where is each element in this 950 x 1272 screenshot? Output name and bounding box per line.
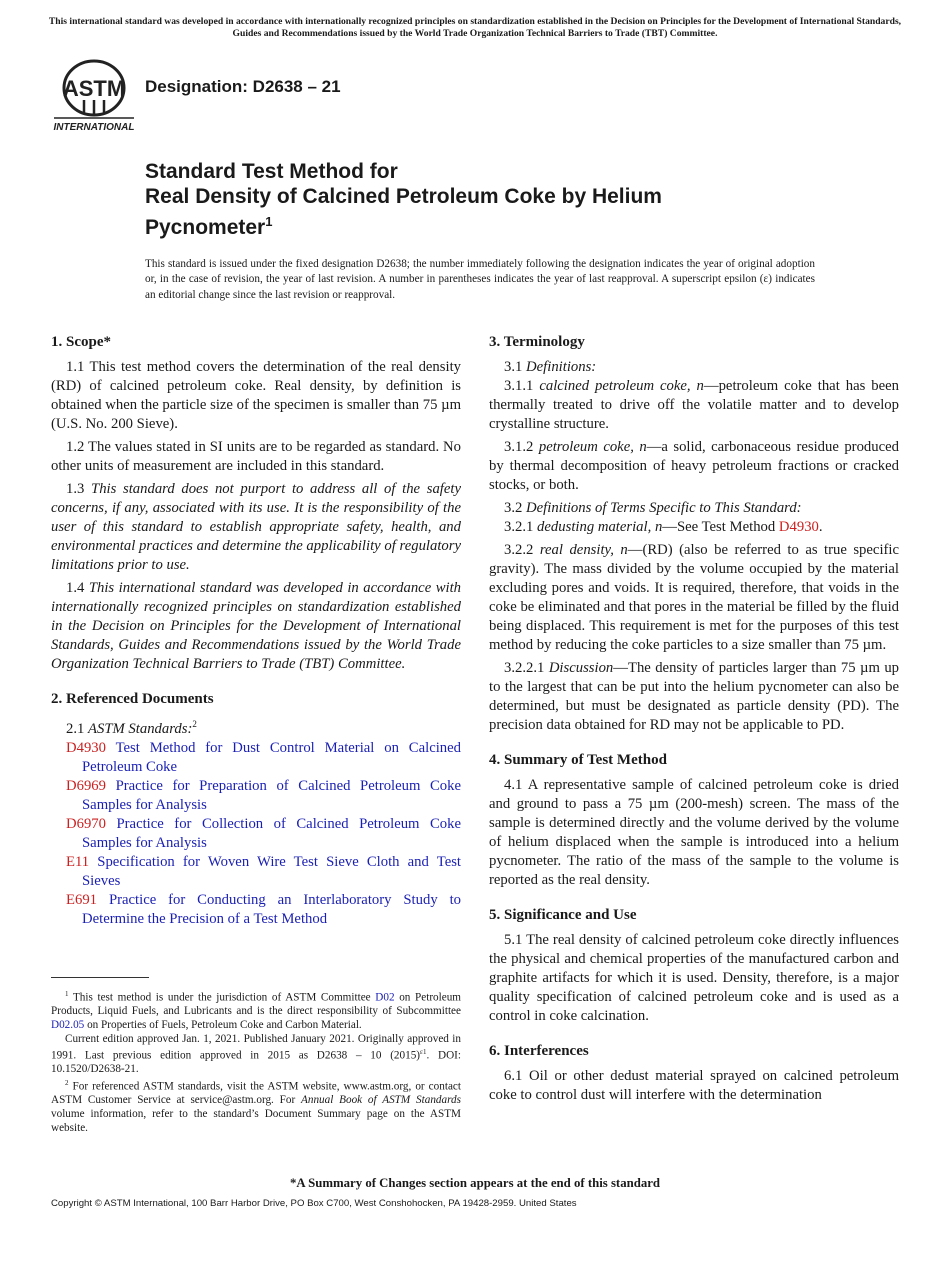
- section-5-1: 5.1 The real density of calcined petroleum coke directly influences the physical and chemical properties of the manufactured carbon and graphite artifacts for which it is used. Density, therefore, is a major quality specification of calcined petroleum coke and is used as a control in coke calcination.: [489, 932, 899, 1024]
- section-2-1: 2.1 ASTM Standards:$^2$: [66, 719, 197, 737]
- committee-link[interactable]: D02: [375, 991, 395, 1004]
- reference-item[interactable]: D6970 Practice for Collection of Calcined Petroleum Coke Samples for Analysis: [66, 815, 461, 851]
- section-5-heading: 5. Significance and Use: [489, 907, 637, 923]
- section-3-2: 3.2 Definitions of Terms Specific to This Standard:: [504, 500, 802, 516]
- reference-item[interactable]: D6969 Practice for Preparation of Calcined Petroleum Coke Samples for Analysis: [66, 777, 462, 813]
- reference-item[interactable]: D4930 Test Method for Dust Control Material on Calcined Petroleum Coke: [66, 739, 461, 775]
- title-line-1: Standard Test Method for: [145, 160, 398, 183]
- designation: Designation: D2638 – 21: [145, 77, 341, 96]
- section-4-heading: 4. Summary of Test Method: [489, 752, 667, 768]
- section-1-1: 1.1 This test method covers the determination of the real density (RD) of calcined petroleum coke. Real density, by definition is obtained when the particle size of the specimen is smaller than 75 µm (U.S. No. 200 Sieve).: [51, 359, 461, 432]
- section-1-3: 1.3 This standard does not purport to address all of the safety concerns, if any, associated with its use. It is the responsibility of the user of this standard to establish appropriate safety, health, and environmental practices and determine the applicability of regulatory limitations prior to use.: [51, 481, 462, 573]
- document-title: [145, 159, 845, 240]
- reference-item[interactable]: E691 Practice for Conducting an Interlaboratory Study to Determine the Precision of a Test Method: [66, 891, 461, 927]
- copyright: Copyright © ASTM International, 100 Barr Harbor Drive, PO Box C700, West Conshohocken, PA 19428-2959. United States: [51, 1198, 577, 1209]
- section-2-heading: 2. Referenced Documents: [51, 691, 214, 707]
- issuance-statement: This standard is issued under the fixed designation D2638; the number immediately following the designation indicates the year of original adoption or, in the case of revision, the year of last revision. A number in parentheses indicates the year of last reapproval. A superscript epsilon (ε) indicates an editorial change since the last revision or reapproval.: [145, 258, 815, 301]
- title-line-3: Pycnometer$^1$: [145, 214, 273, 239]
- summary-of-changes-note: *A Summary of Changes section appears at the end of this standard: [289, 1176, 661, 1190]
- section-1-4: 1.4 This international standard was developed in accordance with internationally recognized principles on standardization established in the Decision on Principles for the Development of International Standards, Guides and Recommendations issued by the World Trade Organization Technical Barriers to Trade (TBT) Committee.: [51, 580, 461, 672]
- title-line-2: Real Density of Calcined Petroleum Coke by Helium: [145, 185, 662, 208]
- footnote-divider: [51, 977, 149, 978]
- section-3-2-2: 3.2.2 real density, n—(RD) (also be referred to as true specific gravity). The mass divided by the volume occupied by the material excluding pores and voids. It is required, therefore, that voids in the coke be eliminated and that pores in the material be filled by the fluid being displaced. This requirement is met for the purposes of this test method by reducing the coke particles to a size smaller than 75 µm.: [489, 542, 900, 653]
- standards-notice: This international standard was developed in accordance with internationally recognized principles on standardization established in the Decision on Principles for the Development of International Standards, Guides and Recommendations issued by the World Trade Organization Technical Barriers to Trade (TBT) Committee.: [48, 16, 902, 39]
- d4930-link[interactable]: D4930: [778, 519, 819, 535]
- section-1-2: 1.2 The values stated in SI units are to be regarded as standard. No other units of measurement are included in this standard.: [51, 439, 461, 474]
- footnote-2: $^2$ For referenced ASTM standards, visit the ASTM website, www.astm.org, or contact ASTM Customer Service at service@astm.org. For Annual Book of ASTM Standards volume information, refer to the standard’s Document Summary page on the ASTM website.: [51, 1079, 461, 1134]
- section-4-1: 4.1 A representative sample of calcined petroleum coke is dried and ground to pass a 75 µm (200-mesh) screen. The mass of the sample is determined directly and the volume derived by the volume of helium displaced when the sample is introduced into a helium pycnometer. The ratio of the mass of the sample to the volume is reported as the real density.: [489, 777, 899, 888]
- section-3-heading: 3. Terminology: [489, 334, 585, 350]
- reference-list: [51, 739, 461, 929]
- section-3-2-2-1: 3.2.2.1 Discussion—The density of particles larger than 75 µm up to the largest that can be put into the helium pycnometer can also be determined, but must be designated as particle density (PD). The precision data obtained for RD may not be applicable to PD.: [489, 660, 900, 733]
- footnote-1: $^1$ This test method is under the jurisdiction of ASTM Committee D02 on Petroleum Products, Liquid Fuels, and Lubricants and is the direct responsibility of Subcommittee D02.05 on Properties of Fuels, Petroleum Coke and Carbon Material.: [51, 990, 462, 1031]
- astm-logo: [52, 56, 136, 134]
- section-6-heading: 6. Interferences: [489, 1043, 589, 1059]
- footnote-1-edition: Current edition approved Jan. 1, 2021. Published January 2021. Originally approved in 1991. Last previous edition approved in 2015 as D2638 – 10 $(2015)^{\varepsilon 1}$. DOI: 10.1520/D2638-21.: [51, 1032, 461, 1076]
- subcommittee-link[interactable]: D02.05: [51, 1018, 85, 1031]
- svg-text:INTERNATIONAL: INTERNATIONAL: [53, 122, 135, 133]
- reference-item[interactable]: E11 Specification for Woven Wire Test Sieve Cloth and Test Sieves: [66, 853, 462, 889]
- left-column: [51, 333, 461, 929]
- section-1-heading: 1. Scope*: [51, 334, 111, 350]
- right-column: [489, 333, 899, 1109]
- section-6-1: 6.1 Oil or other dedust material sprayed on calcined petroleum coke to control dust will interfere with the determination: [489, 1068, 899, 1103]
- section-3-2-1: 3.2.1 dedusting material, n—See Test Method D4930.: [504, 519, 823, 535]
- section-3-1: 3.1 Definitions:: [504, 359, 597, 375]
- title-footnote-mark: 1: [265, 214, 273, 229]
- svg-text:ASTM: ASTM: [62, 76, 126, 101]
- footnotes: [51, 988, 461, 1135]
- section-3-1-2: 3.1.2 petroleum coke, n—a solid, carbonaceous residue produced by thermal decomposition of heavy petroleum fractions or cracked stocks, or both.: [489, 439, 899, 493]
- section-3-1-1: 3.1.1 calcined petroleum coke, n—petroleum coke that has been thermally treated to drive off the volatile matter and to develop crystalline structure.: [489, 378, 899, 432]
